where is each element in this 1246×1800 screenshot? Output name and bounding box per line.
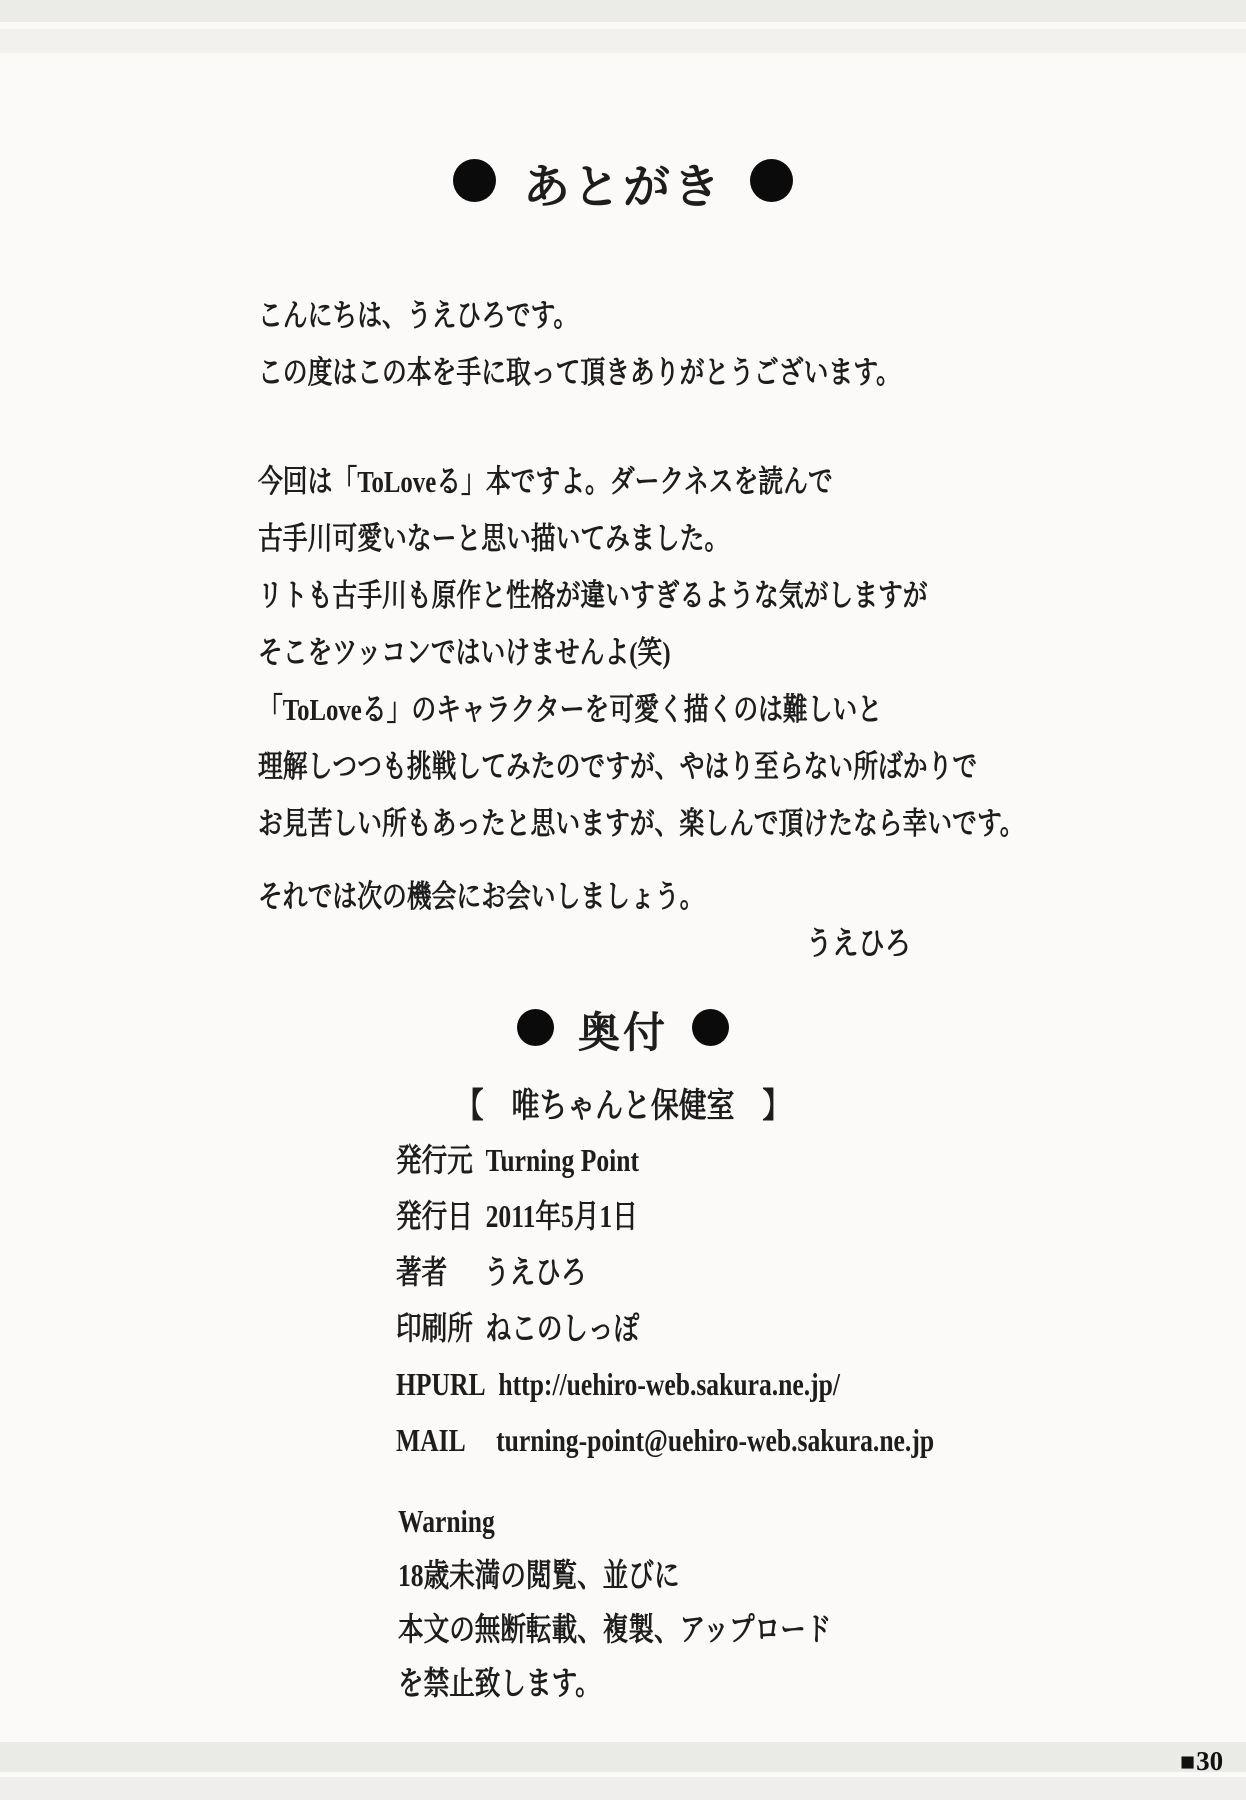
text-line: リトも古手川も原作と性格が違いすぎるような気がしますが	[258, 578, 928, 613]
text-line: それでは次の機会にお会いしましょう。	[258, 879, 705, 914]
warning-line: を禁止致します。	[398, 1665, 601, 1701]
bullet-icon	[453, 159, 496, 202]
colophon-value: うえひろ	[484, 1254, 587, 1290]
colophon-label: 発行日	[396, 1198, 473, 1234]
colophon-label: 著者	[396, 1254, 448, 1290]
text-line: そこをツッコンではいけませんよ(笑)	[258, 635, 671, 670]
scan-artifact-band-bottom-2	[0, 1777, 1246, 1800]
colophon-entry-mail	[396, 1412, 934, 1468]
book-title: 【 唯ちゃんと保健室 】	[455, 1088, 791, 1125]
bullet-icon	[517, 1009, 554, 1046]
colophon-label: 印刷所	[396, 1310, 473, 1346]
colophon-value: ねこのしっぽ	[485, 1310, 640, 1346]
scan-artifact-band-bottom-1	[0, 1742, 1246, 1772]
afterword-paragraph-greeting	[258, 287, 901, 401]
colophon-value: turning-point@uehiro-web.sakura.ne.jp	[496, 1422, 935, 1458]
afterword-section-title	[0, 150, 1246, 217]
colophon-label: HPURL	[396, 1366, 486, 1402]
page-marker-icon: ■	[1180, 1749, 1196, 1776]
colophon-title-text: 奥付	[577, 1011, 668, 1057]
colophon-entry-publisher	[396, 1132, 934, 1188]
text-line: お見苦しい所もあったと思いますが、楽しんで頂けたなら幸いです。	[258, 806, 1025, 841]
colophon-entry-author	[396, 1244, 934, 1300]
text-line: 今回は「ToLoveる」本ですよ。ダークネスを読んで	[258, 464, 833, 499]
colophon-value: http://uehiro-web.sakura.ne.jp/	[498, 1366, 841, 1402]
author-signature: うえひろ	[806, 925, 911, 961]
colophon-entry-publish-date	[396, 1188, 934, 1244]
warning-block	[398, 1494, 831, 1710]
warning-line: 本文の無断転載、複製、アップロード	[398, 1611, 832, 1647]
page-number	[1180, 1746, 1223, 1777]
text-line: 理解しつつも挑戦してみたのですが、やはり至らない所ばかりで	[258, 749, 978, 784]
scan-artifact-band-top-1	[0, 0, 1246, 22]
colophon-label: 発行元	[396, 1142, 473, 1178]
text-line: 古手川可愛いなーと思い描いてみました。	[258, 521, 730, 556]
colophon-value: Turning Point	[485, 1142, 640, 1178]
bullet-icon	[692, 1009, 729, 1046]
afterword-paragraph-closing	[258, 868, 704, 925]
warning-line: 18歳未満の閲覧、並びに	[398, 1557, 680, 1593]
scan-artifact-band-top-2	[0, 29, 1246, 53]
afterword-paragraph-body	[258, 453, 1025, 852]
colophon-label: MAIL	[396, 1422, 466, 1458]
text-line: 「ToLoveる」のキャラクターを可愛く描くのは難しいと	[258, 692, 883, 727]
warning-title: Warning	[398, 1503, 495, 1539]
colophon-section-title	[0, 1000, 1246, 1060]
afterword-title-text: あとがき	[523, 162, 723, 214]
colophon-value: 2011年5月1日	[485, 1198, 638, 1234]
text-line: こんにちは、うえひろです。	[258, 298, 579, 333]
colophon-entries	[396, 1132, 934, 1468]
colophon-entry-homepage-url	[396, 1356, 934, 1412]
page-number-text: 30	[1196, 1746, 1224, 1776]
bullet-icon	[750, 159, 793, 202]
text-line: この度はこの本を手に取って頂きありがとうございます。	[258, 355, 901, 390]
colophon-entry-printer	[396, 1300, 934, 1356]
